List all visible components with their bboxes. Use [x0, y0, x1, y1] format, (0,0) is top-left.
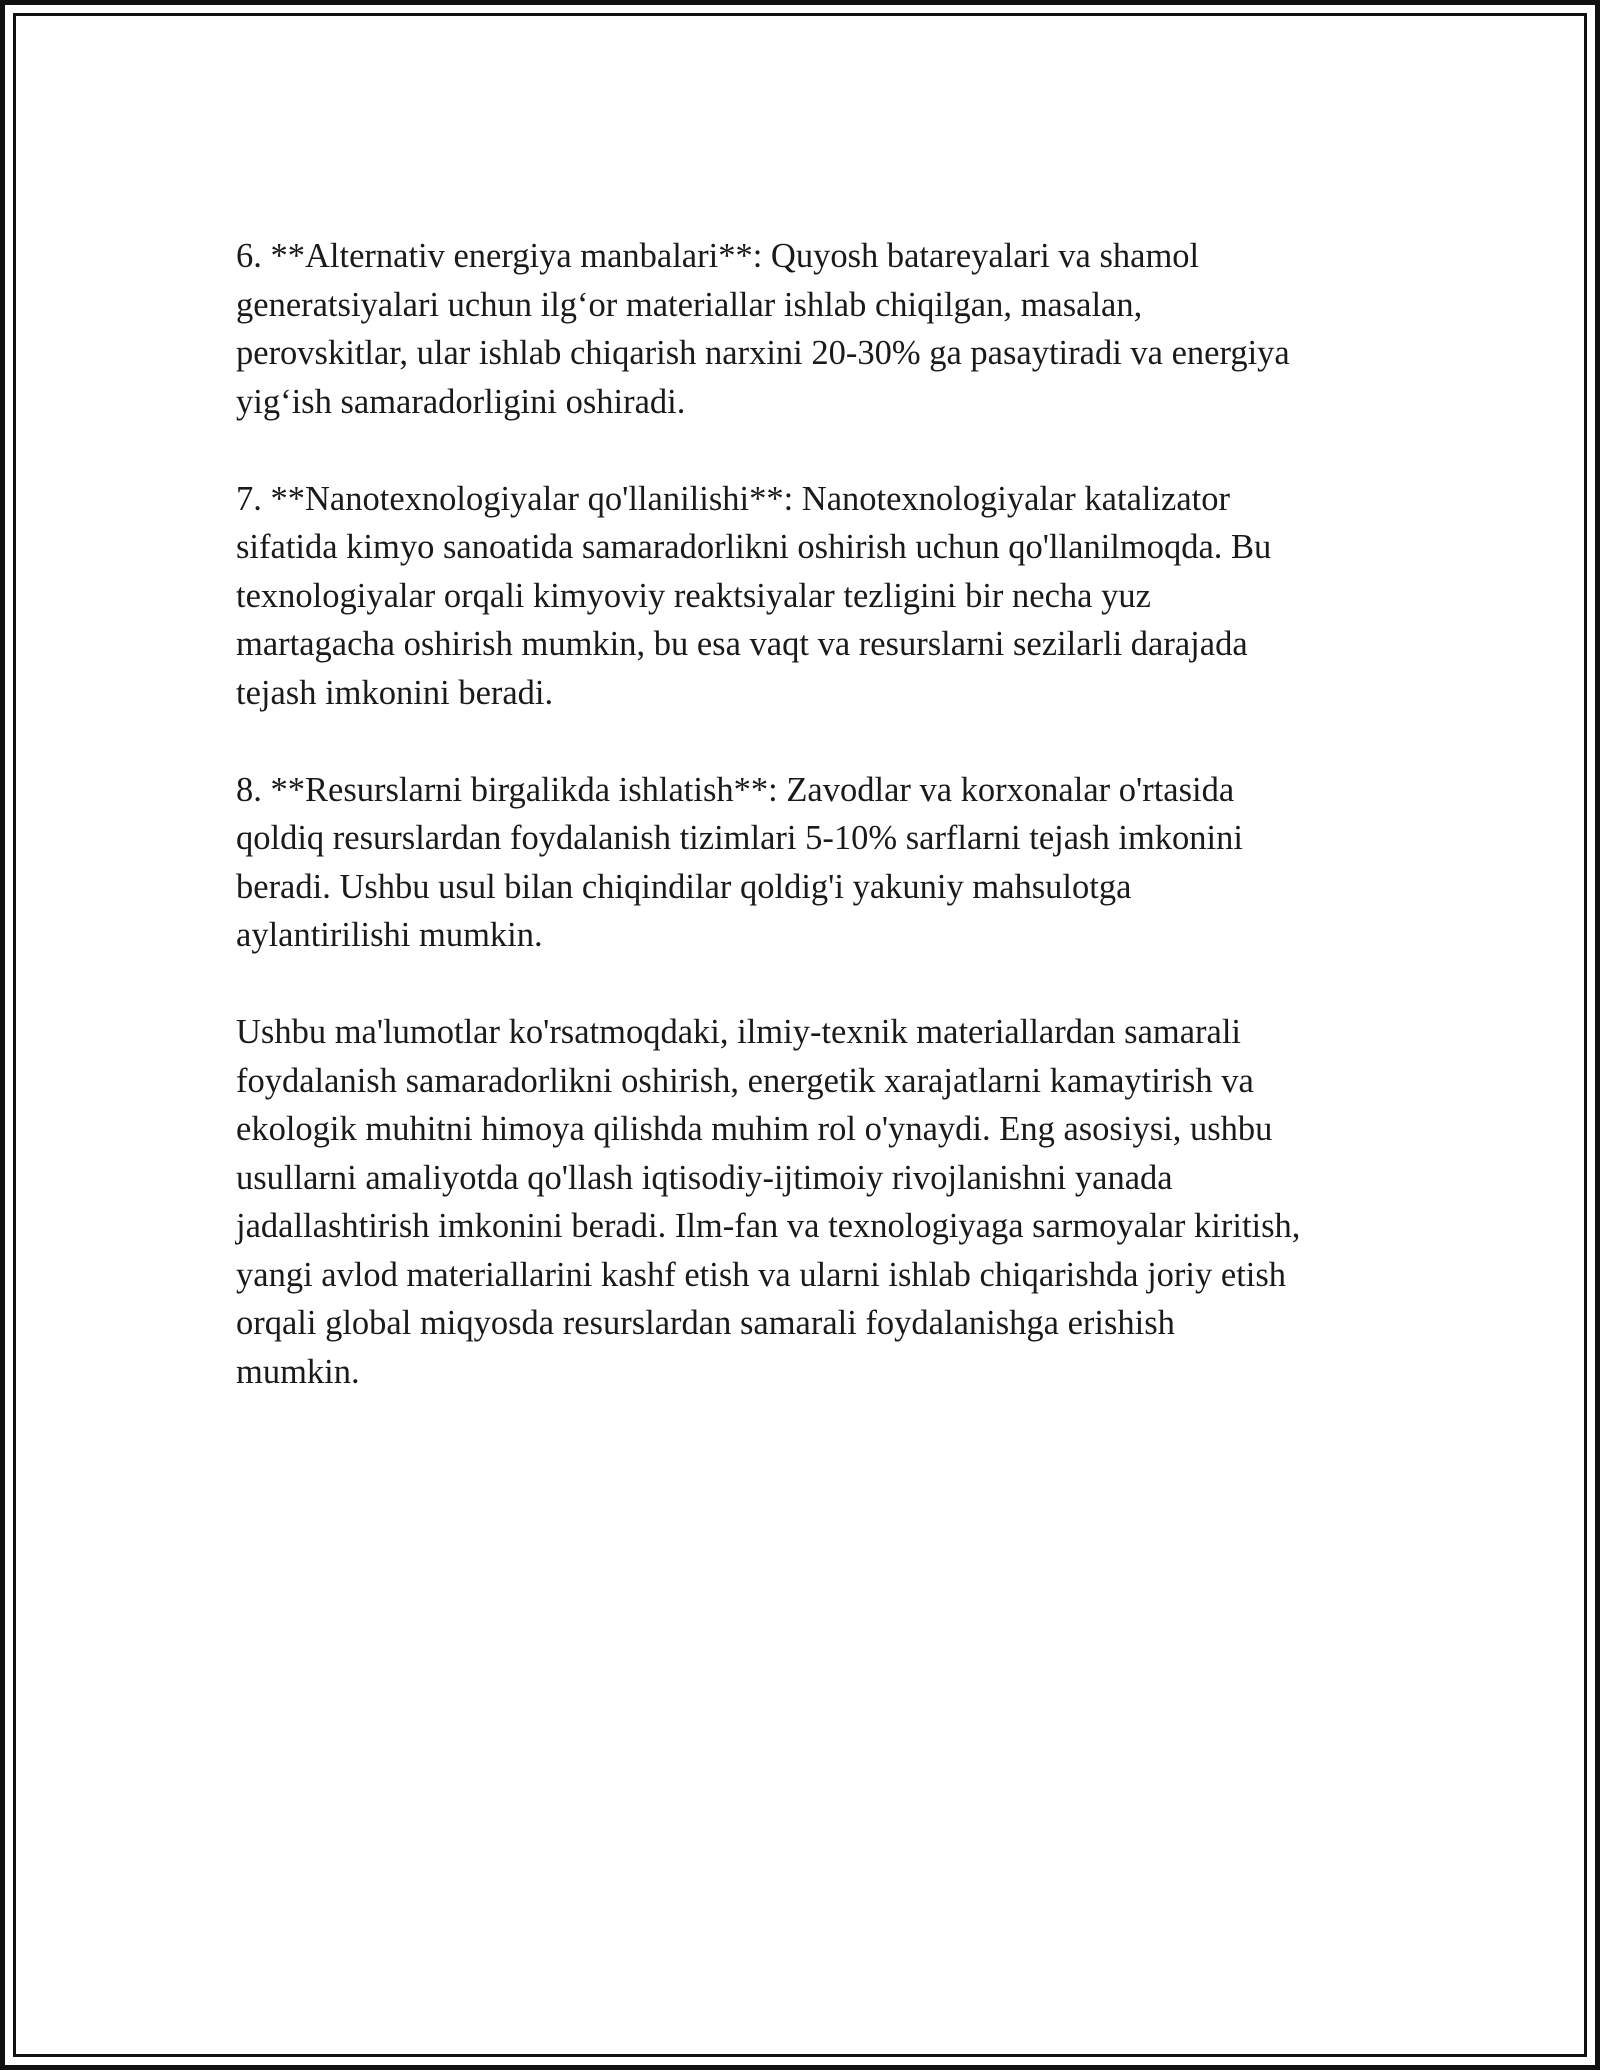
paragraph-shared-resources: 8. **Resurslarni birgalikda ishlatish**: Zavodlar va korxonalar o'rtasida qoldiq resurslardan foydalanish tizimlari 5-10% sarflarni tejash imkonini beradi. Ushbu usul bilan chiqindilar qoldig'i yakuniy mahsulotga aylantirilishi mumkin.	[236, 770, 1243, 954]
document-body	[236, 232, 1386, 1445]
paragraph-nanotechnology: 7. **Nanotexnologiyalar qo'llanilishi**: Nanotexnologiyalar katalizator sifatida kimyo sanoatida samaradorlikni oshirish uchun qo'llanilmoqda. Bu texnologiyalar orqali kimyoviy reaktsiyalar tezligini bir necha yuz martagacha oshirish mumkin, bu esa vaqt va resurslarni sezilarli darajada tejash imkonini beradi.	[236, 479, 1272, 712]
paragraph-alternative-energy: 6. **Alternativ energiya manbalari**: Quyosh batareyalari va shamol generatsiyalari uchun ilg‘or materiallar ishlab chiqilgan, masalan, perovskitlar, ular ishlab chiqarish narxini 20-30% ga pasaytiradi va energiya yig‘ish samaradorligini oshiradi.	[236, 237, 1290, 421]
paragraph-conclusion: Ushbu ma'lumotlar ko'rsatmoqdaki, ilmiy-texnik materiallardan samarali foydalanish samaradorlikni oshirish, energetik xarajatlarni kamaytirish va ekologik muhitni himoya qilishda muhim rol o'ynaydi. Eng asosiysi, ushbu usullarni amaliyotda qo'llash iqtisodiy-ijtimoiy rivojlanishni yanada jadallashtirish imkonini beradi. Ilm-fan va texnologiyaga sarmoyalar kiritish, yangi avlod materiallarini kashf etish va ularni ishlab chiqarishda joriy etish orqali global miqyosda resurslardan samarali foydalanishga erishish mumkin.	[236, 1013, 1301, 1391]
